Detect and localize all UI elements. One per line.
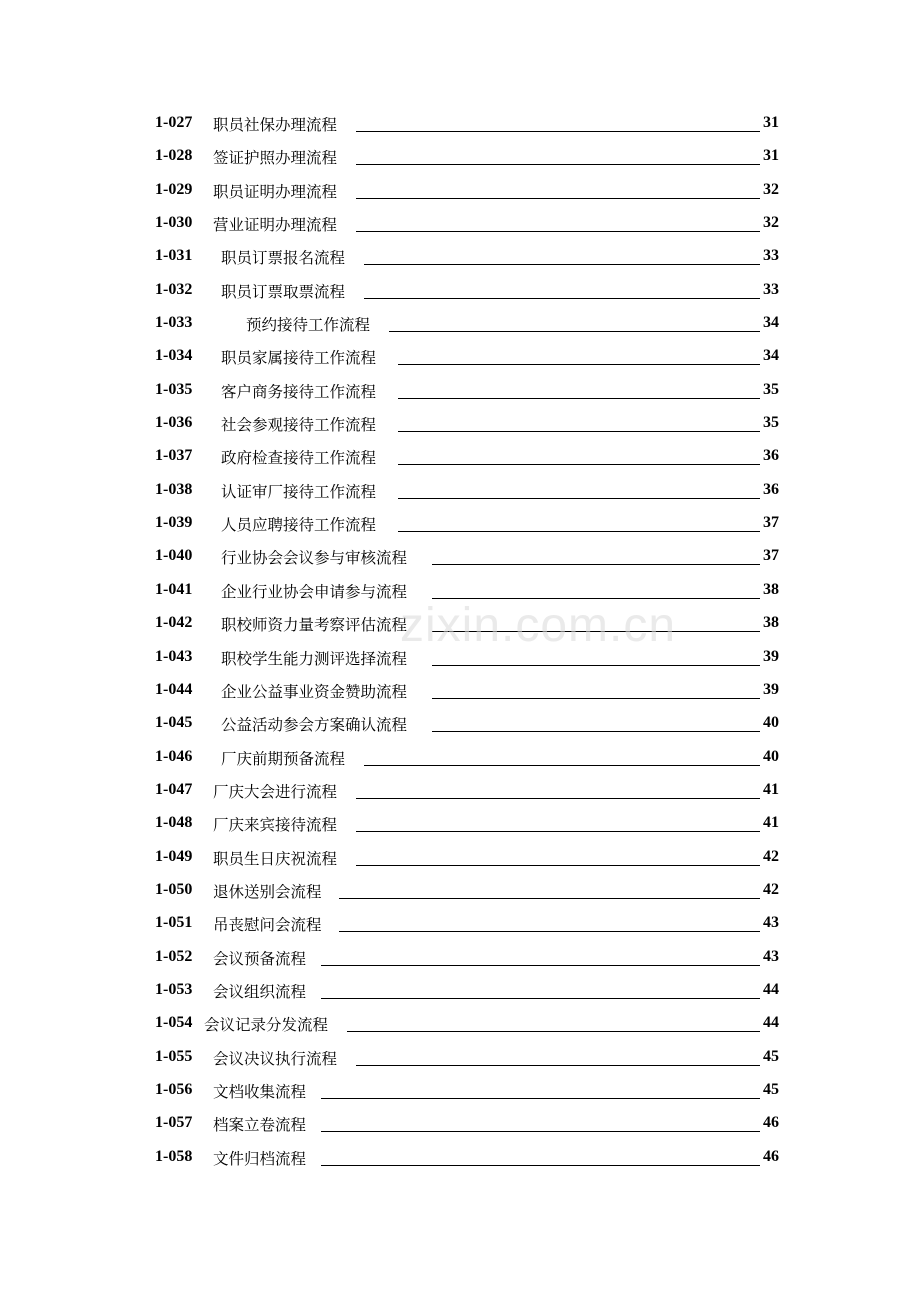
toc-leader xyxy=(356,798,760,799)
toc-entry[interactable] xyxy=(0,777,920,810)
toc-leader xyxy=(321,965,760,966)
toc-entry[interactable] xyxy=(0,1010,920,1043)
toc-code: 1-039 xyxy=(155,514,193,532)
toc-page: 36 xyxy=(763,480,779,498)
toc-entry[interactable] xyxy=(0,477,920,510)
toc-page: 41 xyxy=(763,814,779,832)
toc-entry[interactable] xyxy=(0,744,920,777)
toc-page: 32 xyxy=(763,180,779,198)
toc-leader xyxy=(398,431,760,432)
toc-entry[interactable] xyxy=(0,1077,920,1110)
toc-entry[interactable] xyxy=(0,543,920,576)
toc-title: 职员社保办理流程 xyxy=(213,116,338,134)
toc-leader xyxy=(347,1031,760,1032)
toc-entry[interactable] xyxy=(0,577,920,610)
watermark: zixin.com.cn xyxy=(400,599,677,652)
toc-page: 42 xyxy=(763,847,779,865)
toc-entry[interactable] xyxy=(0,210,920,243)
toc-code: 1-049 xyxy=(155,847,193,865)
toc-page: 35 xyxy=(763,380,779,398)
toc-title: 公益活动参会方案确认流程 xyxy=(221,716,408,735)
toc-leader xyxy=(398,464,760,465)
toc-entry[interactable] xyxy=(0,877,920,910)
toc-leader xyxy=(356,131,760,132)
toc-code: 1-052 xyxy=(155,947,193,965)
toc-code: 1-056 xyxy=(155,1080,193,1098)
toc-code: 1-051 xyxy=(155,914,193,932)
toc-leader xyxy=(432,564,760,565)
toc-leader xyxy=(321,1098,760,1099)
toc-code: 1-037 xyxy=(155,447,193,465)
toc-code: 1-031 xyxy=(155,247,193,265)
toc-page: 42 xyxy=(763,880,779,898)
toc-leader xyxy=(321,1131,760,1132)
toc-code: 1-041 xyxy=(155,580,193,598)
toc-leader xyxy=(389,331,760,332)
toc-leader xyxy=(398,498,760,499)
toc-title: 行业协会会议参与审核流程 xyxy=(221,549,408,568)
toc-leader xyxy=(398,364,760,365)
toc-title: 会议决议执行流程 xyxy=(213,1049,338,1068)
toc-leader xyxy=(398,398,760,399)
toc-leader xyxy=(364,765,760,766)
toc-code: 1-044 xyxy=(155,680,193,698)
toc-title: 文件归档流程 xyxy=(213,1149,307,1168)
toc-page: 36 xyxy=(763,447,779,465)
toc-page: 39 xyxy=(763,680,779,698)
toc-page: 39 xyxy=(763,647,779,665)
toc-leader xyxy=(356,831,760,832)
toc-entry[interactable] xyxy=(0,277,920,310)
toc-title: 文档收集流程 xyxy=(213,1082,307,1101)
toc-leader xyxy=(432,631,760,632)
toc-page: 37 xyxy=(763,547,779,565)
toc-code: 1-057 xyxy=(155,1114,193,1132)
toc-page: 34 xyxy=(763,347,779,365)
toc-title: 会议组织流程 xyxy=(213,982,307,1001)
toc-leader xyxy=(356,164,760,165)
toc-code: 1-042 xyxy=(155,614,193,632)
toc-title: 企业行业协会申请参与流程 xyxy=(221,582,408,601)
toc-code: 1-040 xyxy=(155,547,193,565)
toc-entry[interactable] xyxy=(0,343,920,376)
toc-code: 1-047 xyxy=(155,780,193,798)
toc-code: 1-053 xyxy=(155,980,193,998)
toc-code: 1-046 xyxy=(155,747,193,765)
toc-code: 1-035 xyxy=(155,380,193,398)
toc-title: 营业证明办理流程 xyxy=(213,216,338,235)
toc-page: 45 xyxy=(763,1080,779,1098)
toc-code: 1-036 xyxy=(155,414,193,432)
toc-entry[interactable] xyxy=(0,610,920,643)
toc-page: 37 xyxy=(763,514,779,532)
toc-page: 32 xyxy=(763,214,779,232)
toc-code: 1-055 xyxy=(155,1047,193,1065)
toc-leader xyxy=(356,231,760,232)
toc-entry[interactable] xyxy=(0,644,920,677)
toc-code: 1-054 xyxy=(155,1014,193,1032)
toc-entry[interactable] xyxy=(0,310,920,343)
toc-page: 46 xyxy=(763,1147,779,1165)
toc-page: 34 xyxy=(763,314,779,332)
toc-title: 厂庆前期预备流程 xyxy=(221,749,346,768)
toc-page: 40 xyxy=(763,714,779,732)
toc-title: 职校师资力量考察评估流程 xyxy=(221,616,408,635)
toc-page: 40 xyxy=(763,747,779,765)
toc-entry[interactable] xyxy=(0,510,920,543)
toc-code: 1-048 xyxy=(155,814,193,832)
toc-code: 1-032 xyxy=(155,280,193,298)
toc-title: 预约接待工作流程 xyxy=(246,316,371,335)
toc-leader xyxy=(432,665,760,666)
toc-title: 会议预备流程 xyxy=(213,949,307,968)
toc-leader xyxy=(432,598,760,599)
toc-page: 46 xyxy=(763,1114,779,1132)
toc-code: 1-033 xyxy=(155,314,193,332)
toc-title: 企业公益事业资金赞助流程 xyxy=(221,682,408,701)
toc-code: 1-038 xyxy=(155,480,193,498)
toc-entry[interactable] xyxy=(0,677,920,710)
toc-title: 厂庆大会进行流程 xyxy=(213,782,338,801)
toc-entry[interactable] xyxy=(0,810,920,843)
toc-title: 政府检查接待工作流程 xyxy=(221,449,377,468)
toc-page: 44 xyxy=(763,980,779,998)
toc-page: 38 xyxy=(763,614,779,632)
toc-title: 职校学生能力测评选择流程 xyxy=(221,649,408,668)
toc-leader xyxy=(356,1065,760,1066)
toc-leader xyxy=(432,731,760,732)
toc-code: 1-045 xyxy=(155,714,193,732)
toc-title: 签证护照办理流程 xyxy=(213,149,338,168)
toc-entry[interactable] xyxy=(0,110,920,143)
toc-entry[interactable] xyxy=(0,1110,920,1143)
toc-leader xyxy=(356,865,760,866)
toc-entry[interactable] xyxy=(0,243,920,276)
toc-title: 会议记录分发流程 xyxy=(204,1016,329,1035)
toc-entry[interactable] xyxy=(0,1144,920,1177)
toc-title: 退休送别会流程 xyxy=(213,882,322,901)
toc-page: 41 xyxy=(763,780,779,798)
toc-entry[interactable] xyxy=(0,1044,920,1077)
toc-title: 厂庆来宾接待流程 xyxy=(213,816,338,835)
toc-page: 33 xyxy=(763,247,779,265)
toc-title: 职员生日庆祝流程 xyxy=(213,849,338,868)
toc-title: 认证审厂接待工作流程 xyxy=(221,482,377,501)
toc-page: 43 xyxy=(763,914,779,932)
toc-entry[interactable] xyxy=(0,377,920,410)
toc-title: 职员证明办理流程 xyxy=(213,182,338,201)
toc-entry[interactable] xyxy=(0,143,920,176)
toc-entry[interactable] xyxy=(0,910,920,943)
toc-leader xyxy=(339,931,760,932)
toc-code: 1-028 xyxy=(155,147,193,165)
toc-entry[interactable] xyxy=(0,844,920,877)
toc-title: 职员家属接待工作流程 xyxy=(221,349,377,368)
toc-code: 1-058 xyxy=(155,1147,193,1165)
toc-title: 客户商务接待工作流程 xyxy=(221,382,377,401)
table-of-contents xyxy=(0,110,920,1177)
toc-title: 吊丧慰问会流程 xyxy=(213,916,322,935)
toc-leader xyxy=(339,898,760,899)
toc-title: 职员订票报名流程 xyxy=(221,249,346,268)
toc-entry[interactable] xyxy=(0,710,920,743)
toc-page: 44 xyxy=(763,1014,779,1032)
toc-page: 35 xyxy=(763,414,779,432)
toc-code: 1-050 xyxy=(155,880,193,898)
toc-code: 1-027 xyxy=(155,114,193,131)
toc-entry[interactable] xyxy=(0,177,920,210)
toc-entry[interactable] xyxy=(0,977,920,1010)
toc-entry[interactable] xyxy=(0,443,920,476)
toc-code: 1-029 xyxy=(155,180,193,198)
toc-page: 38 xyxy=(763,580,779,598)
toc-leader xyxy=(398,531,760,532)
toc-entry[interactable] xyxy=(0,410,920,443)
toc-leader xyxy=(321,1165,760,1166)
toc-page: 33 xyxy=(763,280,779,298)
toc-title: 社会参观接待工作流程 xyxy=(221,416,377,435)
toc-code: 1-030 xyxy=(155,214,193,232)
toc-page: 31 xyxy=(763,114,779,131)
toc-page: 45 xyxy=(763,1047,779,1065)
toc-leader xyxy=(321,998,760,999)
toc-code: 1-043 xyxy=(155,647,193,665)
toc-title: 档案立卷流程 xyxy=(213,1116,307,1135)
toc-page: 31 xyxy=(763,147,779,165)
toc-page: 43 xyxy=(763,947,779,965)
toc-entry[interactable] xyxy=(0,944,920,977)
toc-leader xyxy=(432,698,760,699)
toc-title: 人员应聘接待工作流程 xyxy=(221,516,377,535)
toc-code: 1-034 xyxy=(155,347,193,365)
toc-leader xyxy=(364,298,760,299)
toc-leader xyxy=(364,264,760,265)
toc-title: 职员订票取票流程 xyxy=(221,282,346,301)
toc-leader xyxy=(356,198,760,199)
